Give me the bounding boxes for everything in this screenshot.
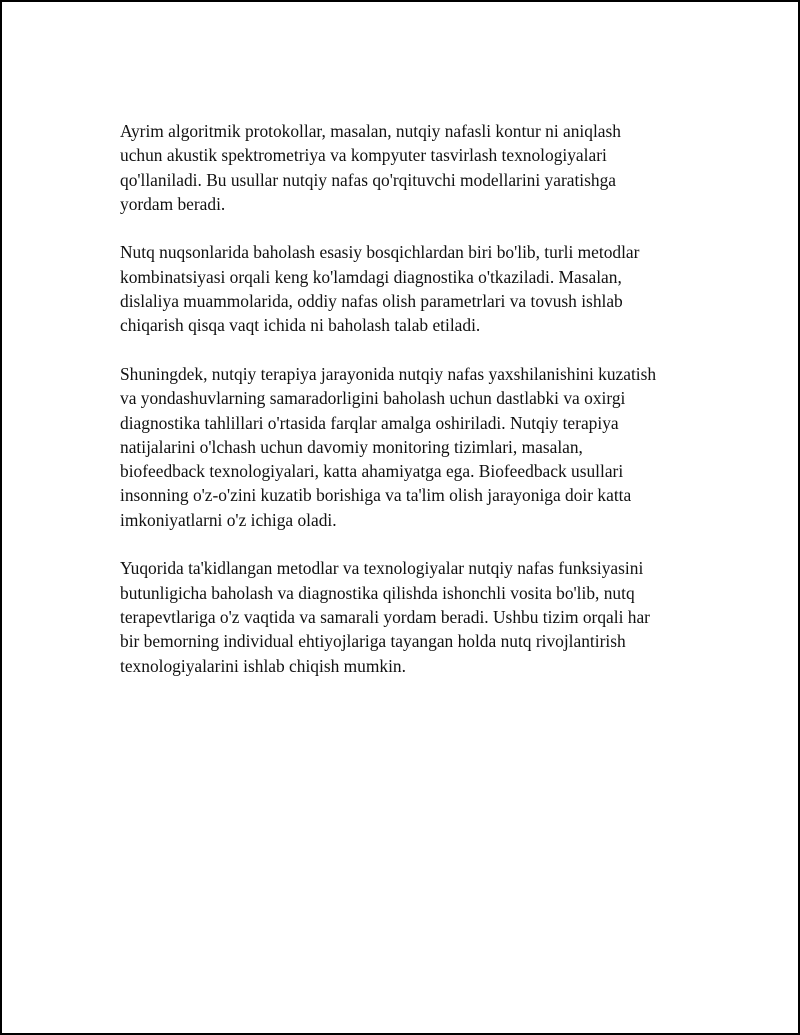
text-line: uchun akustik spektrometriya va kompyuter tasvirlash texnologiyalari xyxy=(120,145,607,166)
text-line: va yondashuvlarning samaradorligini baholash uchun dastlabki va oxirgi xyxy=(120,388,626,409)
text-line: texnologiyalarini ishlab chiqish mumkin. xyxy=(120,655,406,676)
text-line: Ayrim algoritmik protokollar, masalan, nutqiy nafasli kontur ni aniqlash xyxy=(120,121,621,141)
paragraph-3 xyxy=(120,362,720,532)
paragraph-2 xyxy=(120,240,720,337)
text-line: imkoniyatlarni o'z ichiga oladi. xyxy=(120,509,337,530)
text-line: natijalarini o'lchash uchun davomiy monitoring tizimlari, masalan, xyxy=(120,436,583,457)
text-line: biofeedback texnologiyalari, katta ahamiyatga ega. Biofeedback usullari xyxy=(120,461,624,482)
text-line: bir bemorning individual ehtiyojlariga tayangan holda nutq rivojlantirish xyxy=(120,631,626,652)
paragraph-4 xyxy=(120,556,720,677)
text-line: terapevtlariga o'z vaqtida va samarali yordam beradi. Ushbu tizim orqali har xyxy=(120,606,650,627)
text-line: Shuningdek, nutqiy terapiya jarayonida nutqiy nafas yaxshilanishini kuzatish xyxy=(120,363,657,384)
text-line: qo'llaniladi. Bu usullar nutqiy nafas qo'rqituvchi modellarini yaratishga xyxy=(120,169,616,190)
text-line: dislaliya muammolarida, oddiy nafas olish parametrlari va tovush ishlab xyxy=(120,291,623,312)
text-line: chiqarish qisqa vaqt ichida ni baholash talab etiladi. xyxy=(120,315,481,336)
paragraph-1 xyxy=(120,119,720,216)
document-body xyxy=(120,119,720,702)
text-line: diagnostika tahlillari o'rtasida farqlar amalga oshiriladi. Nutqiy terapiya xyxy=(120,412,619,433)
text-line: butunligicha baholash va diagnostika qilishda ishonchli vosita bo'lib, nutq xyxy=(120,582,635,603)
text-line: kombinatsiyasi orqali keng ko'lamdagi diagnostika o'tkaziladi. Masalan, xyxy=(120,266,622,287)
text-line: Nutq nuqsonlarida baholash esasiy bosqichlardan biri bo'lib, turli metodlar xyxy=(120,242,640,263)
text-line: insonning o'z-o'zini kuzatib borishiga va ta'lim olish jarayoniga doir katta xyxy=(120,485,632,506)
text-line: Yuqorida ta'kidlangan metodlar va texnologiyalar nutqiy nafas funksiyasini xyxy=(120,558,644,579)
text-line: yordam beradi. xyxy=(120,193,226,214)
